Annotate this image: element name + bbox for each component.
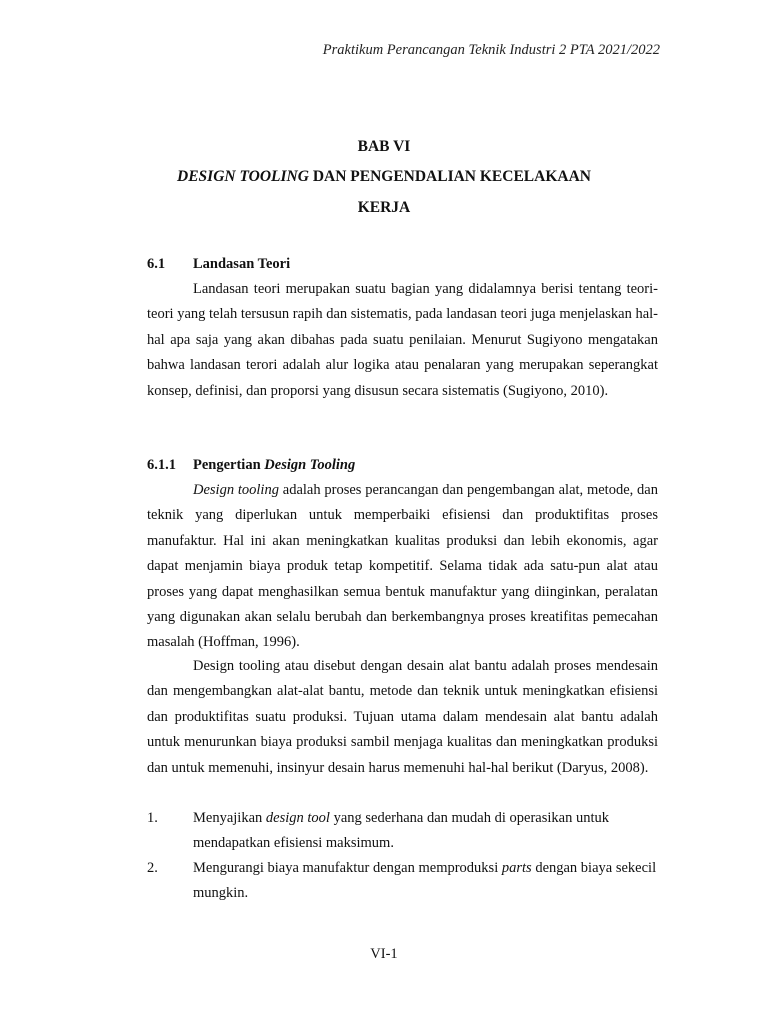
subsection-number: 6.1.1 xyxy=(147,457,176,473)
list-item xyxy=(147,856,658,907)
list-item xyxy=(147,806,658,857)
chapter-title xyxy=(110,168,658,186)
paragraph-italic-term: Design tooling xyxy=(193,482,279,498)
chapter-title-line-2: KERJA xyxy=(357,199,411,216)
paragraph-design-tooling-1 xyxy=(147,478,658,656)
chapter-title-rest: DAN PENGENDALIAN KECELAKAAN xyxy=(308,168,591,185)
list-marker: 1. xyxy=(147,810,158,826)
paragraph-landasan-teori xyxy=(147,277,658,404)
subsection-title-italic: Design Tooling xyxy=(264,457,356,473)
chapter-number: BAB VI xyxy=(357,138,411,155)
section-title: Landasan Teori xyxy=(193,256,291,272)
paragraph-design-tooling-2 xyxy=(147,654,658,781)
subsection-title-plain: Pengertian xyxy=(193,457,265,473)
list-text: Mengurangi biaya manufaktur dengan memproduksi parts dengan biaya sekecil mungkin. xyxy=(193,860,657,902)
paragraph-text: Design tooling atau disebut dengan desain alat bantu adalah proses mendesain dan mengembangkan alat-alat bantu, metode dan teknik untuk meningkatkan efisiensi dan produktifitas suatu produksi. Tujuan utama dalam mendesain alat bantu adalah untuk menurunkan biaya produksi sambil menjaga kualitas dan meningkatkan produksi dan untuk memenuhi, insinyur desain harus memenuhi hal-hal berikut (Daryus, 2008). xyxy=(147,658,658,776)
section-heading-6-1 xyxy=(147,256,290,273)
chapter-title-italic: DESIGN TOOLING xyxy=(177,168,309,185)
page-number: VI-1 xyxy=(370,946,398,962)
paragraph-text: adalah proses perancangan dan pengembangan alat, metode, dan teknik yang diperlukan untuk memperbaiki efisiensi dan produktifitas proses manufaktur. Hal ini akan meningkatkan kualitas produksi dan lebih ekonomis, agar dapat menjamin biaya produk tetap kompetitif. Selama tidak ada satu-pun alat atau proses yang dapat menghasilkan semua bentuk manufaktur yang diinginkan, peralatan yang digunakan akan selalu berubah dan berkembangnya proses kreatifitas pemecahan masalah (Hoffman, 1996). xyxy=(147,482,658,651)
list-text: Menyajikan design tool yang sederhana dan mudah di operasikan untuk mendapatkan efisiensi maksimum. xyxy=(193,810,609,852)
section-heading-6-1-1 xyxy=(147,457,355,474)
section-number: 6.1 xyxy=(147,256,166,272)
list-marker: 2. xyxy=(147,860,158,876)
paragraph-text: Landasan teori merupakan suatu bagian yang didalamnya berisi tentang teori-teori yang telah tersusun rapih dan sistematis, pada landasan teori juga menjelaskan hal-hal apa saja yang akan dibahas pada suatu penilaian. Menurut Sugiyono mengatakan bahwa landasan terori adalah alur logika atau penalaran yang merupakan seperangkat konsep, definisi, dan proporsi yang disusun secara sistematis (Sugiyono, 2010). xyxy=(147,281,658,399)
running-header: Praktikum Perancangan Teknik Industri 2 PTA 2021/2022 xyxy=(322,42,660,58)
